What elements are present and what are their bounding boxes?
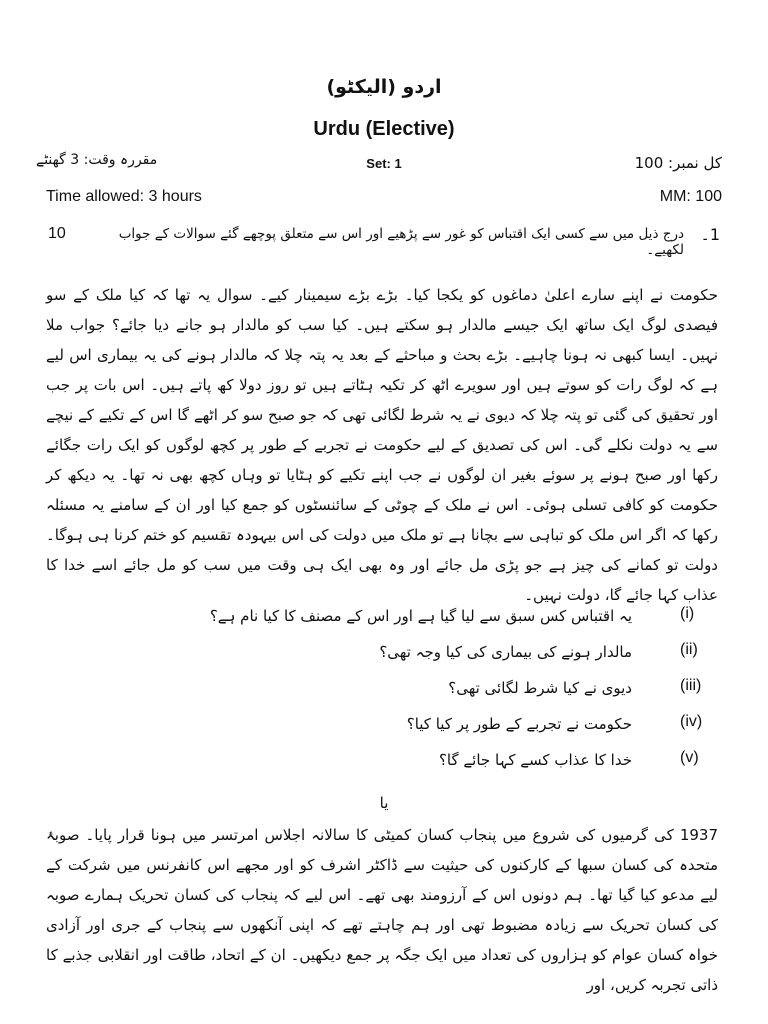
sub-question-number: (iv) (680, 713, 703, 730)
sub-question-5 (48, 749, 720, 785)
sub-question-number: (ii) (680, 641, 698, 658)
set-label: Set: 1 (366, 156, 402, 171)
sub-question-list (48, 605, 720, 785)
sub-question-3 (48, 677, 720, 713)
total-marks-urdu: کل نمبر: 100 (634, 154, 722, 172)
english-title: Urdu (Elective) (313, 118, 455, 140)
sub-question-4 (48, 713, 720, 749)
sub-question-text: دیوی نے کیا شرط لگائی تھی؟ (448, 679, 632, 697)
sub-question-text: خدا کا عذاب کسے کہا جائے گا؟ (438, 751, 632, 769)
question-number: 1۔ (700, 225, 720, 244)
sub-question-text: یہ اقتباس کس سبق سے لیا گیا ہے اور اس کے مصنف کا کیا نام ہے؟ (209, 607, 632, 625)
urdu-title: اردو (الیکٹو) (326, 76, 442, 98)
time-allowed-english: Time allowed: 3 hours (46, 188, 202, 205)
passage-two: 1937 کی گرمیوں کی شروع میں پنجاب کسان کمیٹی کا سالانہ اجلاس امرتسر میں ہونا قرار پایا۔ صوبۂ متحدہ کی کسان سبھا کے کارکنوں کی حیثیت سے ڈاکٹر اشرف کو اور مجھے اس کانفرنس میں شرکت کے لیے مدعو کیا گیا تھا۔ ہم دونوں اس کے آرزومند بھی تھے۔ اس لیے کہ پنجاب کی کسان تحریک ہمارے صوبہ کی کسان تحریک سے زیادہ مضبوط تھی اور ہم چاہتے تھے کہ اپنی آنکھوں سے پنجاب کے جری اور آزادی خواہ کسان عوام کو ہزاروں کی تعداد میں ایک جگہ پر جمع دیکھیں۔ ان کے اتحاد، طاقت اور انقلابی جذبے کا ذاتی تجربہ کریں، اور (46, 826, 718, 994)
sub-question-text: حکومت نے تجربے کے طور پر کیا کیا؟ (406, 715, 632, 733)
sub-question-2 (48, 641, 720, 677)
or-separator: یا (379, 794, 389, 812)
passage-one: حکومت نے اپنے سارے اعلیٰ دماغوں کو یکجا کیا۔ بڑے بڑے سیمینار کیے۔ سوال یہ تھا کہ کیا ملک کے سو فیصدی لوگ ایک ساتھ ایک جیسے مالدار ہو سکتے ہیں۔ کیا سب کو مالدار ہو جانے دیا جائے؟ جواب ملا نہیں۔ ایسا کبھی نہ ہونا چاہیے۔ بڑے بحث و مباحثے کے بعد یہ پتہ چلا کہ مالدار ہونے کی یہ بیماری اس لیے ہے کہ لوگ رات کو سوتے ہیں اور سویرے اٹھ کر تکیہ ہٹاتے ہیں تو روز دولا کھ پاتے ہیں۔ اس بات پر جب اور تحقیق کی گئی تو پتہ چلا کہ دیوی نے یہ شرط لگائی تھی کہ جو صبح سو کر اٹھے گا اس کے تکیے کے نیچے سے یہ دولت نکلے گی۔ اس کی تصدیق کے لیے حکومت نے تجربے کے طور پر کچھ لوگوں کو ایک رات جگائے رکھا اور صبح ہونے پر سوئے بغیر ان لوگوں نے جب اپنے تکیے کو ہٹایا تو وہاں کچھ بھی نہ تھا۔ یہ دیکھ کر حکومت کو کافی تسلی ہوئی۔ اس نے ملک کے چوٹی کے سائنسٹوں کو جمع کیا اور ان کے سامنے یہ مسئلہ رکھا کہ اگر اس ملک کو تباہی سے بچانا ہے تو ملک میں دولت کی اس بیہودہ تقسیم کو ختم کرنا ہی ہوگا۔ دولت تو کمانے کی چیز ہے جو پڑی مل جائے اور وہ بھی ایک ہی وقت میں سب کو مل جائے اسے خدا کا عذاب کہا جائے گا، دولت نہیں۔ (46, 286, 718, 604)
question-instruction: درج ذیل میں سے کسی ایک اقتباس کو غور سے پڑھیے اور اس سے متعلق پوچھے گئے سوالات کے جواب لکھیے۔ (118, 226, 684, 258)
sub-question-1 (48, 605, 720, 641)
question-marks: 10 (48, 225, 66, 242)
sub-question-text: مالدار ہونے کی بیماری کی کیا وجہ تھی؟ (379, 643, 632, 661)
sub-question-number: (i) (680, 605, 695, 622)
sub-question-number: (v) (680, 749, 699, 766)
time-allowed-urdu: مقررہ وقت: 3 گھنٹے (36, 152, 158, 168)
sub-question-number: (iii) (680, 677, 702, 694)
max-marks-english: MM: 100 (659, 188, 722, 205)
